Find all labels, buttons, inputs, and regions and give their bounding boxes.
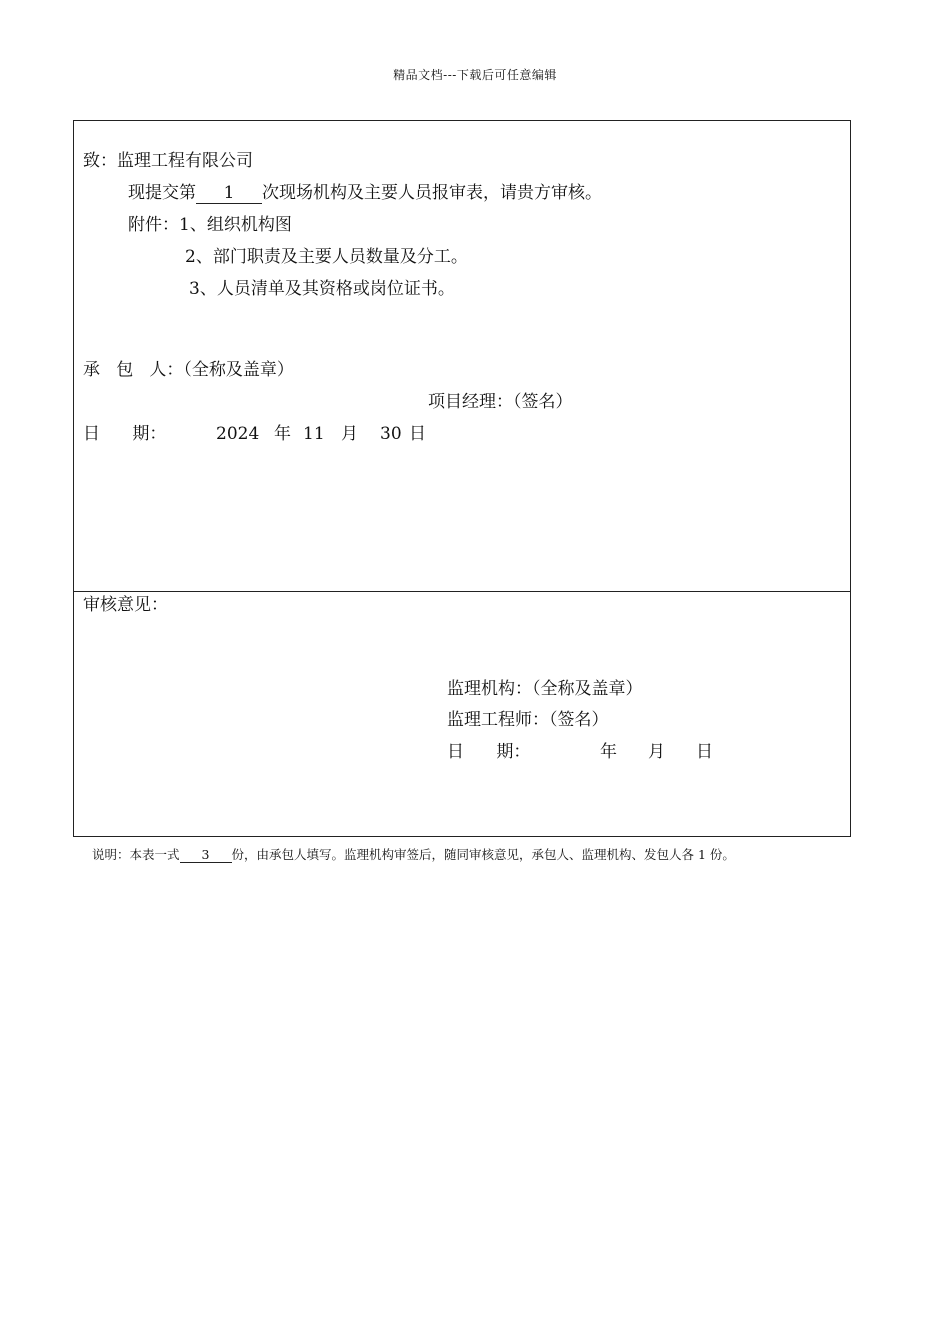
- review-date-month-unit: 月: [648, 742, 665, 762]
- footnote-suffix: 份，由承包人填写。监理机构审签后，随同审核意见，承包人、监理机构、发包人各 1 份。: [231, 847, 735, 862]
- submission-prefix: 现提交第: [128, 183, 196, 203]
- supervision-engineer-label: 监理工程师：（签名）: [447, 710, 609, 730]
- section-divider: [73, 591, 851, 592]
- footnote-prefix: 说明：本表一式: [92, 847, 180, 862]
- submission-number: 1: [196, 184, 262, 204]
- addressee: 致：监理工程有限公司: [83, 151, 253, 171]
- application-date-month-unit: 月: [341, 424, 358, 444]
- application-date-day-unit: 日: [409, 424, 426, 444]
- submission-suffix: 次现场机构及主要人员报审表，请贵方审核。: [262, 183, 602, 203]
- application-date-day: 30: [380, 424, 402, 444]
- footnote: [92, 845, 735, 863]
- review-date-label: 日 期：: [447, 742, 531, 762]
- attachment-1: 附件：1、组织机构图: [128, 215, 292, 235]
- review-opinion-label: 审核意见：: [83, 595, 168, 615]
- attachment-2: 2、部门职责及主要人员数量及分工。: [185, 247, 468, 267]
- review-date-year-unit: 年: [600, 742, 617, 762]
- application-date-label: 日 期：: [83, 424, 167, 444]
- submission-line: [128, 182, 602, 204]
- footnote-copies: 3: [180, 847, 232, 863]
- header-note: 精品文档---下载后可任意编辑: [393, 68, 557, 82]
- contractor-label: 承 包 人：（全称及盖章）: [83, 360, 294, 380]
- application-date-month: 11: [303, 424, 325, 444]
- application-date-year-unit: 年: [274, 424, 291, 444]
- application-date-year: 2024: [216, 424, 260, 444]
- project-manager-label: 项目经理：（签名）: [428, 392, 573, 412]
- supervision-agency-label: 监理机构：（全称及盖章）: [447, 679, 643, 699]
- attachment-3: 3、人员清单及其资格或岗位证书。: [189, 279, 455, 299]
- review-date-day-unit: 日: [696, 742, 713, 762]
